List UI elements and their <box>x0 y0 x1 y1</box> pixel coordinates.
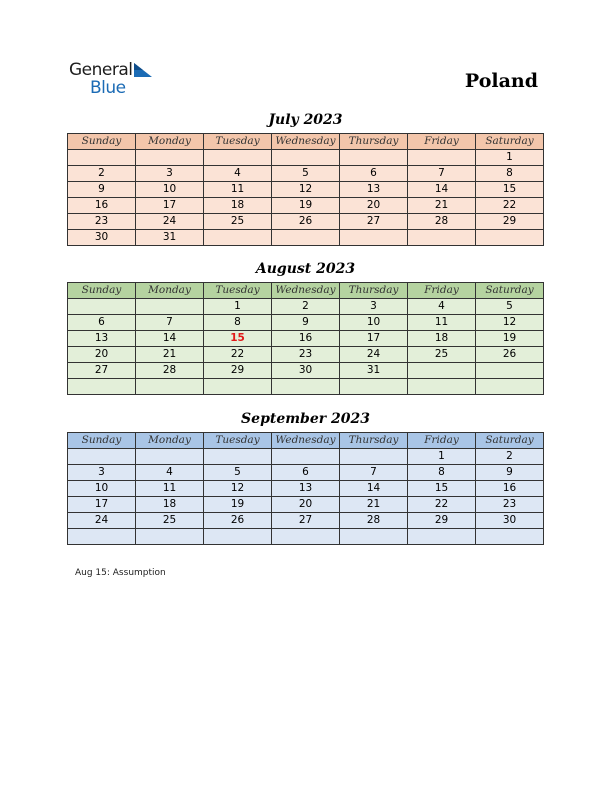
day-cell: 25 <box>136 513 204 529</box>
week-row <box>68 166 544 182</box>
day-cell: 23 <box>476 497 544 513</box>
week-row <box>68 214 544 230</box>
day-cell: 29 <box>204 363 272 379</box>
week-row <box>68 198 544 214</box>
day-cell: 20 <box>68 347 136 363</box>
day-cell: 16 <box>476 481 544 497</box>
day-cell: 15 <box>408 481 476 497</box>
day-cell: 19 <box>476 331 544 347</box>
day-cell: 21 <box>340 497 408 513</box>
day-cell: 1 <box>408 449 476 465</box>
day-cell <box>408 363 476 379</box>
weekday-header: Tuesday <box>204 134 272 150</box>
day-cell: 9 <box>272 315 340 331</box>
day-cell <box>136 299 204 315</box>
week-row <box>68 347 544 363</box>
weekday-header: Friday <box>408 433 476 449</box>
day-cell: 7 <box>408 166 476 182</box>
day-cell: 2 <box>476 449 544 465</box>
day-cell: 6 <box>272 465 340 481</box>
day-cell: 13 <box>340 182 408 198</box>
week-row <box>68 379 544 395</box>
day-cell: 3 <box>340 299 408 315</box>
month-title-july: July 2023 <box>268 112 343 128</box>
day-cell: 8 <box>476 166 544 182</box>
weekday-header: Monday <box>136 134 204 150</box>
day-cell <box>340 150 408 166</box>
country-title: Poland <box>464 70 538 92</box>
weekday-header: Thursday <box>340 283 408 299</box>
day-cell <box>272 449 340 465</box>
day-cell: 23 <box>68 214 136 230</box>
day-cell <box>204 529 272 545</box>
day-cell: 30 <box>68 230 136 246</box>
calendar-july <box>67 133 544 246</box>
month-title-september: September 2023 <box>241 411 370 427</box>
day-cell: 28 <box>136 363 204 379</box>
day-cell <box>204 379 272 395</box>
weekday-header: Wednesday <box>272 134 340 150</box>
day-cell: 14 <box>408 182 476 198</box>
weekday-header: Saturday <box>476 134 544 150</box>
day-cell <box>272 379 340 395</box>
day-cell: 18 <box>204 198 272 214</box>
day-cell: 16 <box>68 198 136 214</box>
day-cell: 26 <box>272 214 340 230</box>
week-row <box>68 363 544 379</box>
week-row <box>68 230 544 246</box>
day-cell: 9 <box>476 465 544 481</box>
day-cell <box>68 150 136 166</box>
day-cell: 28 <box>408 214 476 230</box>
day-cell <box>408 150 476 166</box>
day-cell: 3 <box>68 465 136 481</box>
calendar-august <box>67 282 544 395</box>
logo-text-general: General <box>69 60 133 80</box>
weekday-header: Wednesday <box>272 283 340 299</box>
weekday-header: Monday <box>136 283 204 299</box>
day-cell: 1 <box>476 150 544 166</box>
day-cell <box>476 363 544 379</box>
day-cell: 14 <box>340 481 408 497</box>
week-row <box>68 150 544 166</box>
day-cell <box>204 230 272 246</box>
weekday-header: Sunday <box>68 283 136 299</box>
day-cell <box>68 379 136 395</box>
day-cell: 8 <box>204 315 272 331</box>
day-cell: 29 <box>476 214 544 230</box>
week-row <box>68 513 544 529</box>
week-row <box>68 465 544 481</box>
day-cell: 6 <box>340 166 408 182</box>
holiday-note: Aug 15: Assumption <box>75 568 166 578</box>
day-cell: 11 <box>408 315 476 331</box>
day-cell <box>272 529 340 545</box>
day-cell: 19 <box>204 497 272 513</box>
day-cell: 10 <box>68 481 136 497</box>
day-cell: 15 <box>476 182 544 198</box>
day-cell: 5 <box>476 299 544 315</box>
day-cell: 18 <box>136 497 204 513</box>
week-row <box>68 299 544 315</box>
day-cell: 20 <box>272 497 340 513</box>
day-cell: 7 <box>340 465 408 481</box>
logo-triangle-icon <box>134 63 152 77</box>
weekday-header-row <box>68 134 544 150</box>
day-cell: 4 <box>204 166 272 182</box>
day-cell <box>68 299 136 315</box>
day-cell: 10 <box>136 182 204 198</box>
week-row <box>68 529 544 545</box>
day-cell <box>68 449 136 465</box>
week-row <box>68 449 544 465</box>
day-cell: 2 <box>68 166 136 182</box>
day-cell <box>408 230 476 246</box>
day-cell: 27 <box>272 513 340 529</box>
day-cell: 22 <box>408 497 476 513</box>
day-cell: 5 <box>204 465 272 481</box>
day-cell: 12 <box>476 315 544 331</box>
weekday-header: Monday <box>136 433 204 449</box>
day-cell <box>408 529 476 545</box>
week-row <box>68 331 544 347</box>
day-cell: 31 <box>136 230 204 246</box>
day-cell: 14 <box>136 331 204 347</box>
day-cell: 30 <box>476 513 544 529</box>
day-cell <box>408 379 476 395</box>
day-cell <box>340 379 408 395</box>
logo-text-blue: Blue <box>90 78 126 98</box>
day-cell <box>476 230 544 246</box>
weekday-header-row <box>68 283 544 299</box>
day-cell: 31 <box>340 363 408 379</box>
weekday-header: Thursday <box>340 433 408 449</box>
day-cell: 26 <box>476 347 544 363</box>
day-cell: 10 <box>340 315 408 331</box>
day-cell: 13 <box>68 331 136 347</box>
week-row <box>68 315 544 331</box>
day-cell: 19 <box>272 198 340 214</box>
day-cell <box>476 379 544 395</box>
generalblue-logo <box>69 61 133 97</box>
day-cell <box>136 150 204 166</box>
day-cell: 5 <box>272 166 340 182</box>
day-cell: 4 <box>408 299 476 315</box>
day-cell: 27 <box>68 363 136 379</box>
day-cell: 17 <box>68 497 136 513</box>
week-row <box>68 182 544 198</box>
day-cell: 26 <box>204 513 272 529</box>
week-row <box>68 497 544 513</box>
weekday-header: Tuesday <box>204 283 272 299</box>
weekday-header: Wednesday <box>272 433 340 449</box>
day-cell: 22 <box>204 347 272 363</box>
day-cell <box>476 529 544 545</box>
day-cell <box>272 230 340 246</box>
day-cell: 21 <box>136 347 204 363</box>
day-cell: 9 <box>68 182 136 198</box>
calendar-september <box>67 432 544 545</box>
day-cell: 17 <box>136 198 204 214</box>
day-cell <box>340 449 408 465</box>
day-cell: 3 <box>136 166 204 182</box>
day-cell <box>68 529 136 545</box>
day-cell: 18 <box>408 331 476 347</box>
day-cell: 20 <box>340 198 408 214</box>
day-cell <box>136 449 204 465</box>
weekday-header: Saturday <box>476 433 544 449</box>
day-cell: 22 <box>476 198 544 214</box>
weekday-header: Friday <box>408 134 476 150</box>
day-cell: 24 <box>136 214 204 230</box>
day-cell: 4 <box>136 465 204 481</box>
day-cell: 24 <box>340 347 408 363</box>
day-cell <box>136 379 204 395</box>
day-cell: 16 <box>272 331 340 347</box>
day-cell: 25 <box>204 214 272 230</box>
day-cell: 25 <box>408 347 476 363</box>
weekday-header: Tuesday <box>204 433 272 449</box>
day-cell: 12 <box>272 182 340 198</box>
day-cell: 29 <box>408 513 476 529</box>
weekday-header: Friday <box>408 283 476 299</box>
day-cell: 8 <box>408 465 476 481</box>
month-title-august: August 2023 <box>255 261 356 277</box>
day-cell: 13 <box>272 481 340 497</box>
day-cell: 23 <box>272 347 340 363</box>
day-cell <box>340 230 408 246</box>
day-cell <box>340 529 408 545</box>
day-cell: 7 <box>136 315 204 331</box>
day-cell <box>204 150 272 166</box>
weekday-header-row <box>68 433 544 449</box>
holiday-day-cell: 15 <box>204 331 272 347</box>
weekday-header: Thursday <box>340 134 408 150</box>
week-row <box>68 481 544 497</box>
day-cell: 17 <box>340 331 408 347</box>
weekday-header: Sunday <box>68 433 136 449</box>
day-cell: 12 <box>204 481 272 497</box>
day-cell <box>272 150 340 166</box>
weekday-header: Saturday <box>476 283 544 299</box>
day-cell: 2 <box>272 299 340 315</box>
day-cell: 11 <box>136 481 204 497</box>
day-cell: 27 <box>340 214 408 230</box>
day-cell: 6 <box>68 315 136 331</box>
weekday-header: Sunday <box>68 134 136 150</box>
day-cell: 11 <box>204 182 272 198</box>
day-cell: 21 <box>408 198 476 214</box>
day-cell <box>204 449 272 465</box>
day-cell: 1 <box>204 299 272 315</box>
day-cell <box>136 529 204 545</box>
day-cell: 28 <box>340 513 408 529</box>
day-cell: 24 <box>68 513 136 529</box>
day-cell: 30 <box>272 363 340 379</box>
